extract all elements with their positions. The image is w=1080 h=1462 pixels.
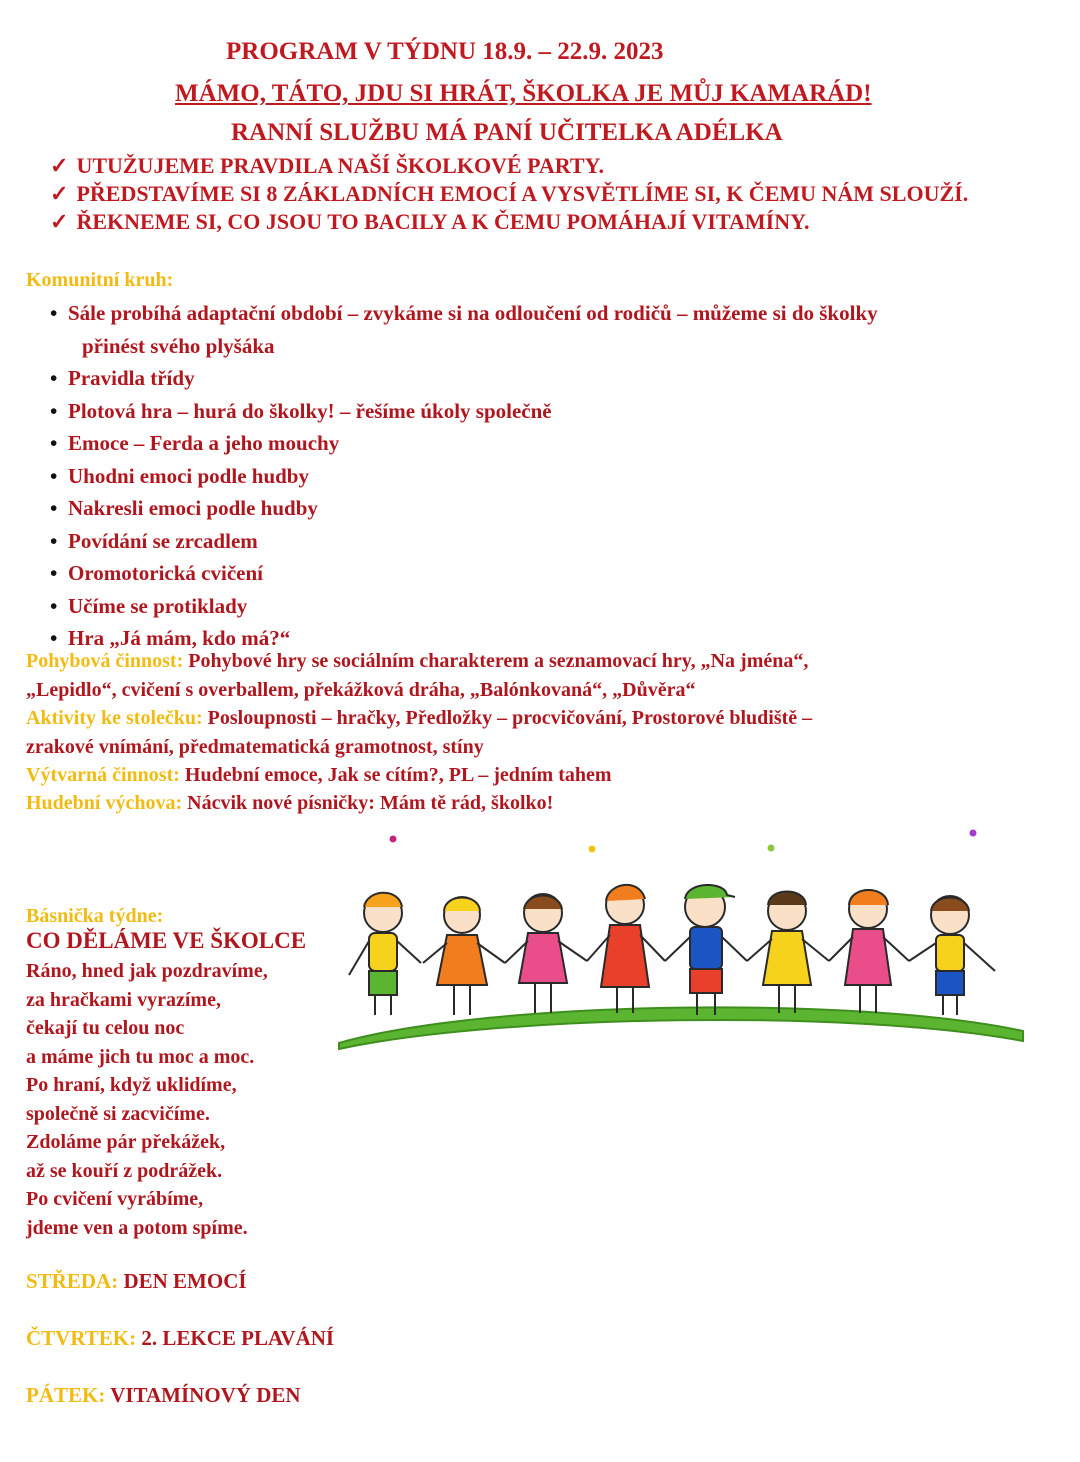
day-label: STŘEDA: [26, 1269, 119, 1293]
list-item: • Povídání se zrcadlem [48, 525, 878, 558]
day-event: DEN EMOCÍ [123, 1269, 247, 1293]
poem-line: a máme jich tu moc a moc. [26, 1045, 255, 1068]
hudebni-label: Hudební výchova: [26, 792, 183, 814]
goal-item [50, 181, 968, 207]
day-row-thursday [26, 1326, 334, 1351]
pohybova-label: Pohybová činnost: [26, 650, 184, 672]
confetti-dots [390, 830, 977, 853]
vytvarna-label: Výtvarná činnost: [26, 764, 180, 786]
basnicka-label: Básnička týdne: [26, 905, 164, 927]
aktivity-text-line2: zrakové vnímání, předmatematická gramotnost, stíny [26, 735, 484, 758]
hudebni-section [26, 789, 553, 818]
morning-duty: RANNÍ SLUŽBU MÁ PANÍ UČITELKA ADÉLKA [231, 119, 783, 146]
poem [26, 960, 268, 1242]
list-item-text: Sále probíhá adaptační období – zvykáme si na odloučení od rodičů – můžeme si do školky [68, 301, 878, 325]
aktivity-label: Aktivity ke stolečku: [26, 707, 203, 729]
list-item [48, 297, 878, 362]
poem-line: Po cvičení vyrábíme, [26, 1188, 204, 1210]
day-row-wednesday [26, 1269, 247, 1294]
komunitni-kruh-list [48, 297, 878, 655]
hudebni-text: Nácvik nové písničky: Mám tě rád, školko! [187, 792, 554, 814]
pohybova-text-line2: „Lepidlo“, cvičení s overballem, překážková dráha, „Balónkovaná“, „Důvěra“ [26, 678, 696, 701]
vytvarna-text: Hudební emoce, Jak se cítím?, PL – jedním tahem [184, 764, 612, 786]
day-label: PÁTEK: [26, 1383, 106, 1407]
list-item: • Nakresli emoci podle hudby [48, 492, 878, 525]
poem-line: až se kouří z podrážek. [26, 1159, 223, 1182]
poem-title: CO DĚLÁME VE ŠKOLCE [26, 928, 307, 953]
poem-line: jdeme ven a potom spíme. [26, 1216, 248, 1239]
poem-line: Po hraní, když uklidíme, [26, 1074, 237, 1096]
goal-text: PŘEDSTAVÍME SI 8 ZÁKLADNÍCH EMOCÍ A VYSVĚTLÍME SI, K ČEMU NÁM SLOUŽÍ. [76, 181, 969, 206]
motto: MÁMO, TÁTO, JDU SI HRÁT, ŠKOLKA JE MŮJ KAMARÁD! [175, 80, 872, 107]
goal-text: ŘEKNEME SI, CO JSOU TO BACILY A K ČEMU POMÁHAJÍ VITAMÍNY. [76, 209, 810, 234]
poem-line: Ráno, hned jak pozdravíme, [26, 960, 268, 982]
page-title: PROGRAM V TÝDNU 18.9. – 22.9. 2023 [226, 38, 664, 65]
list-item: • Plotová hra – hurá do školky! – řešíme úkoly společně [48, 395, 878, 428]
poem-line: společně si zacvičíme. [26, 1102, 210, 1125]
list-item: • Emoce – Ferda a jeho mouchy [48, 427, 878, 460]
aktivity-section [26, 704, 812, 761]
day-label: ČTVRTEK: [26, 1326, 137, 1350]
komunitni-kruh-label: Komunitní kruh: [26, 269, 174, 291]
pohybova-section [26, 647, 808, 704]
day-event: VITAMÍNOVÝ DEN [110, 1383, 301, 1407]
list-item-text-continued: přinést svého plyšáka [82, 333, 275, 358]
poem-line: Zdoláme pár překážek, [26, 1131, 226, 1153]
checkmark-icon: ✓ [50, 153, 69, 178]
vytvarna-section [26, 761, 612, 790]
children-illustration [335, 825, 1035, 1055]
poem-line: čekají tu celou noc [26, 1017, 185, 1039]
goal-text: UTUŽUJEME PRAVDILA NAŠÍ ŠKOLKOVÉ PARTY. [76, 153, 604, 178]
poem-line: za hračkami vyrazíme, [26, 988, 221, 1011]
day-row-friday [26, 1383, 301, 1408]
grass-hill [339, 1007, 1023, 1049]
children-row [349, 885, 995, 1015]
list-item: • Uhodni emoci podle hudby [48, 460, 878, 493]
goal-item [50, 209, 809, 235]
list-item: • Hra „Já mám, kdo má?“ [48, 622, 878, 655]
day-event: 2. LEKCE PLAVÁNÍ [141, 1326, 335, 1350]
list-item: • Oromotorická cvičení [48, 557, 878, 590]
goal-item [50, 153, 604, 179]
list-item: • Učíme se protiklady [48, 590, 878, 623]
list-item: • Pravidla třídy [48, 362, 878, 395]
aktivity-text: Posloupnosti – hračky, Předložky – procvičování, Prostorové bludiště – [207, 707, 813, 729]
checkmark-icon: ✓ [50, 209, 69, 234]
pohybova-text: Pohybové hry se sociálním charakterem a seznamovací hry, „Na jména“, [188, 650, 809, 672]
checkmark-icon: ✓ [50, 181, 69, 206]
